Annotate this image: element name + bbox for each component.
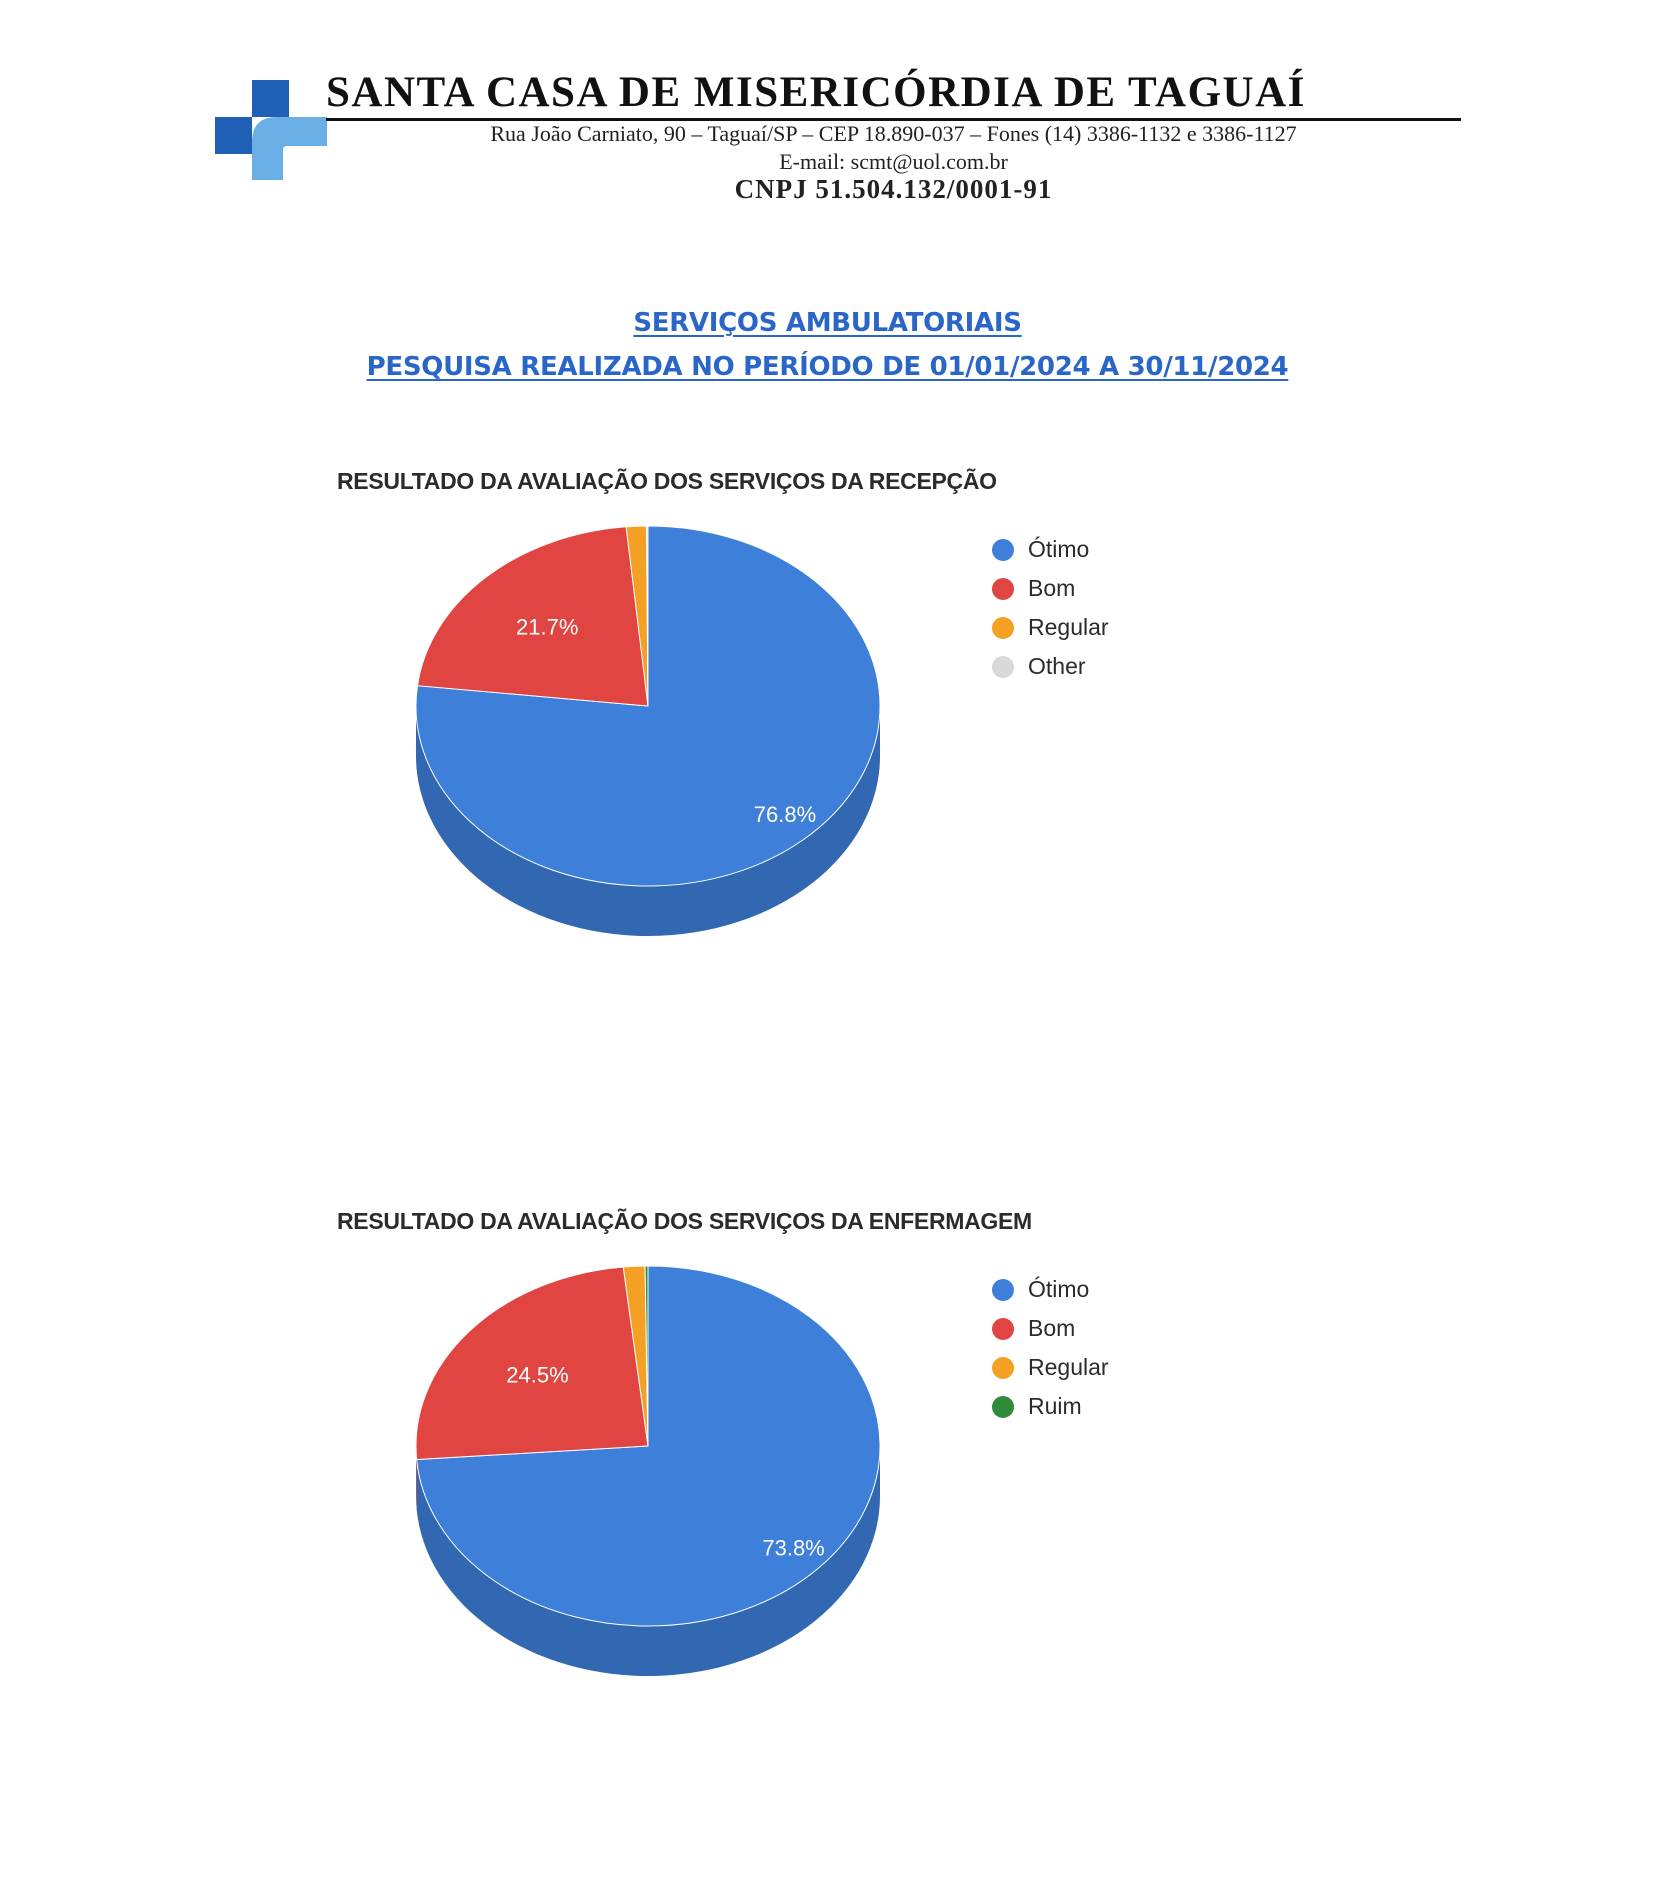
data-label: 76.8% (753, 801, 817, 827)
pie-chart (0, 1208, 1655, 1888)
pie-chart (0, 468, 1655, 1148)
legend-item-bom (992, 1309, 1109, 1348)
organization-name: SANTA CASA DE MISERICÓRDIA DE TAGUAÍ (326, 70, 1461, 121)
legend-item-regular (992, 608, 1109, 647)
chart-title: RESULTADO DA AVALIAÇÃO DOS SERVIÇOS DA ENFERMAGEM (337, 1208, 1032, 1234)
data-label: 73.8% (762, 1535, 825, 1561)
cnpj-line: CNPJ 51.504.132/0001-91 (734, 174, 1053, 204)
legend-label: Ruim (1028, 1393, 1082, 1419)
letterhead (0, 0, 1655, 210)
chart-legend (992, 530, 1109, 686)
report-title: SERVIÇOS AMBULATORIAIS (633, 308, 1022, 338)
legend-label: Bom (1028, 1315, 1076, 1341)
report-period: PESQUISA REALIZADA NO PERÍODO DE 01/01/2024 A 30/11/2024 (366, 352, 1289, 382)
legend-swatch (992, 1396, 1014, 1418)
address-line: Rua João Carniato, 90 – Taguaí/SP – CEP 18.890-037 – Fones (14) 3386-1132 e 3386-1127 (490, 121, 1297, 146)
legend-item-ruim (992, 1387, 1109, 1426)
legend-label: Bom (1028, 575, 1076, 601)
hospital-cross-logo (215, 80, 327, 180)
legend-swatch (992, 539, 1014, 561)
legend-label: Ótimo (1028, 536, 1090, 562)
chart-reception (0, 468, 1655, 1148)
legend-swatch (992, 1279, 1014, 1301)
legend-label: Other (1028, 653, 1086, 679)
legend-label: Regular (1028, 1354, 1109, 1380)
legend-item-otimo (992, 530, 1109, 569)
legend-item-regular (992, 1348, 1109, 1387)
legend-swatch (992, 1318, 1014, 1340)
legend-item-bom (992, 569, 1109, 608)
legend-swatch (992, 1357, 1014, 1379)
legend-swatch (992, 617, 1014, 639)
legend-label: Ótimo (1028, 1276, 1090, 1302)
legend-swatch (992, 578, 1014, 600)
chart-legend (992, 1270, 1109, 1426)
chart-title: RESULTADO DA AVALIAÇÃO DOS SERVIÇOS DA RECEPÇÃO (337, 468, 997, 494)
data-label: 24.5% (506, 1362, 569, 1388)
legend-label: Regular (1028, 614, 1109, 640)
data-label: 21.7% (516, 614, 579, 640)
legend-swatch (992, 656, 1014, 678)
email-line: E-mail: scmt@uol.com.br (779, 149, 1008, 174)
legend-item-otimo (992, 1270, 1109, 1309)
legend-item-other (992, 647, 1109, 686)
chart-nursing (0, 1208, 1655, 1888)
